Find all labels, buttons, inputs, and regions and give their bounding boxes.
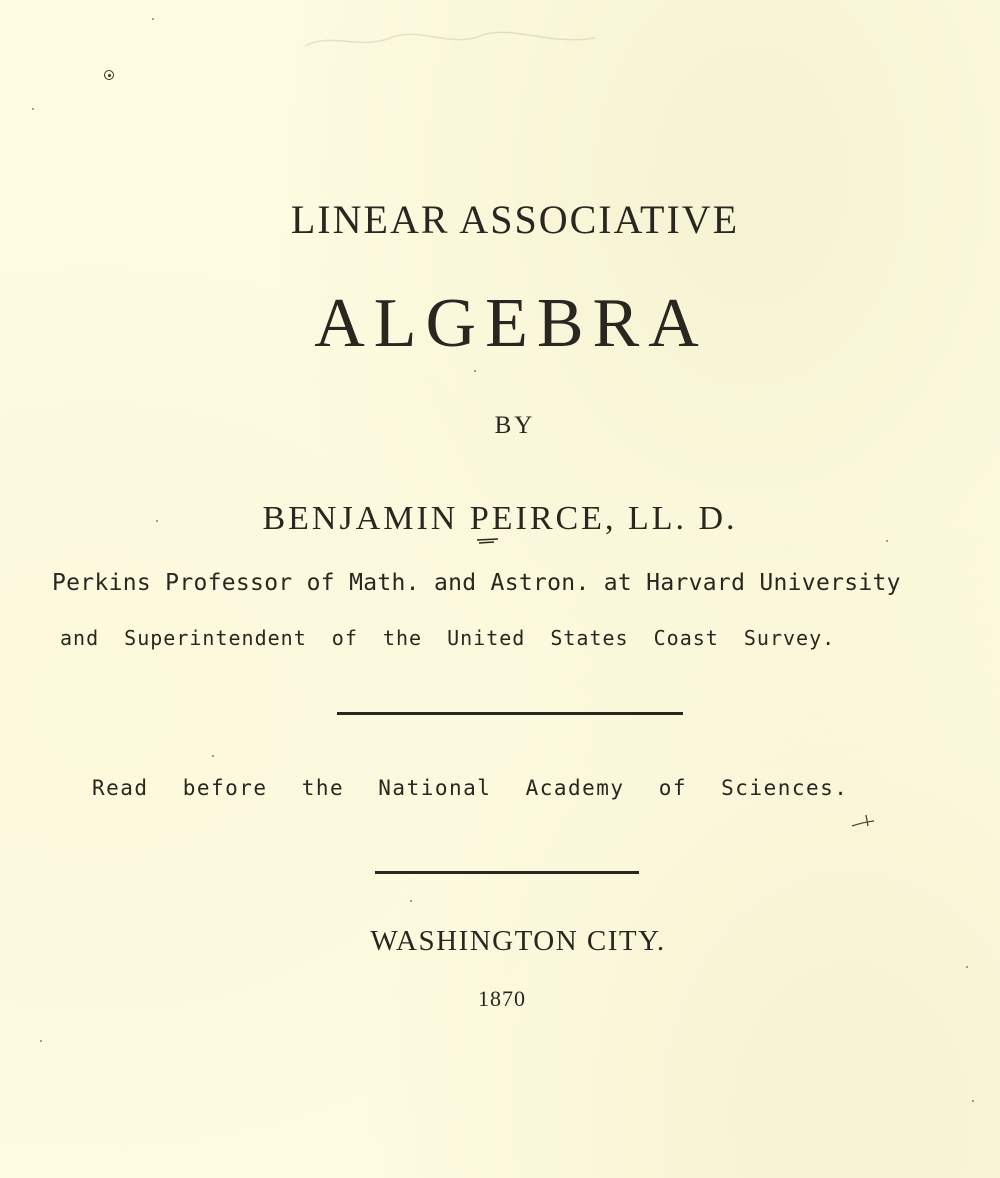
ink-squiggle-mark-icon	[850, 812, 876, 830]
ink-underline-mark-icon	[476, 538, 500, 544]
paper-speck	[972, 1100, 974, 1102]
paper-speck	[152, 18, 154, 20]
binding-hole-icon	[104, 70, 114, 80]
paper-speck	[410, 900, 412, 902]
divider-rule-bottom	[375, 871, 639, 874]
read-before-line: Read before the National Academy of Sciences.	[92, 776, 849, 800]
paper-speck	[886, 540, 888, 542]
affiliation-line-1: Perkins Professor of Math. and Astron. at Harvard University	[52, 570, 901, 596]
paper-speck	[474, 370, 476, 372]
paper-speck	[32, 108, 34, 110]
paper-speck	[212, 755, 214, 757]
title-line-2: ALGEBRA	[314, 285, 708, 362]
place-of-publication: WASHINGTON CITY.	[370, 925, 666, 957]
divider-rule-top	[337, 712, 683, 715]
paper-speck	[156, 520, 158, 522]
paper-speck	[966, 966, 968, 968]
paper-speck	[40, 1040, 42, 1042]
affiliation-line-2: and Superintendent of the United States Coast Survey.	[60, 626, 836, 650]
by-line: BY	[494, 412, 536, 439]
title-line-1: LINEAR ASSOCIATIVE	[290, 197, 740, 242]
faint-pencil-mark-icon	[300, 28, 600, 54]
publication-year: 1870	[478, 986, 526, 1011]
author-name: BENJAMIN PEIRCE, LL. D.	[262, 500, 738, 537]
